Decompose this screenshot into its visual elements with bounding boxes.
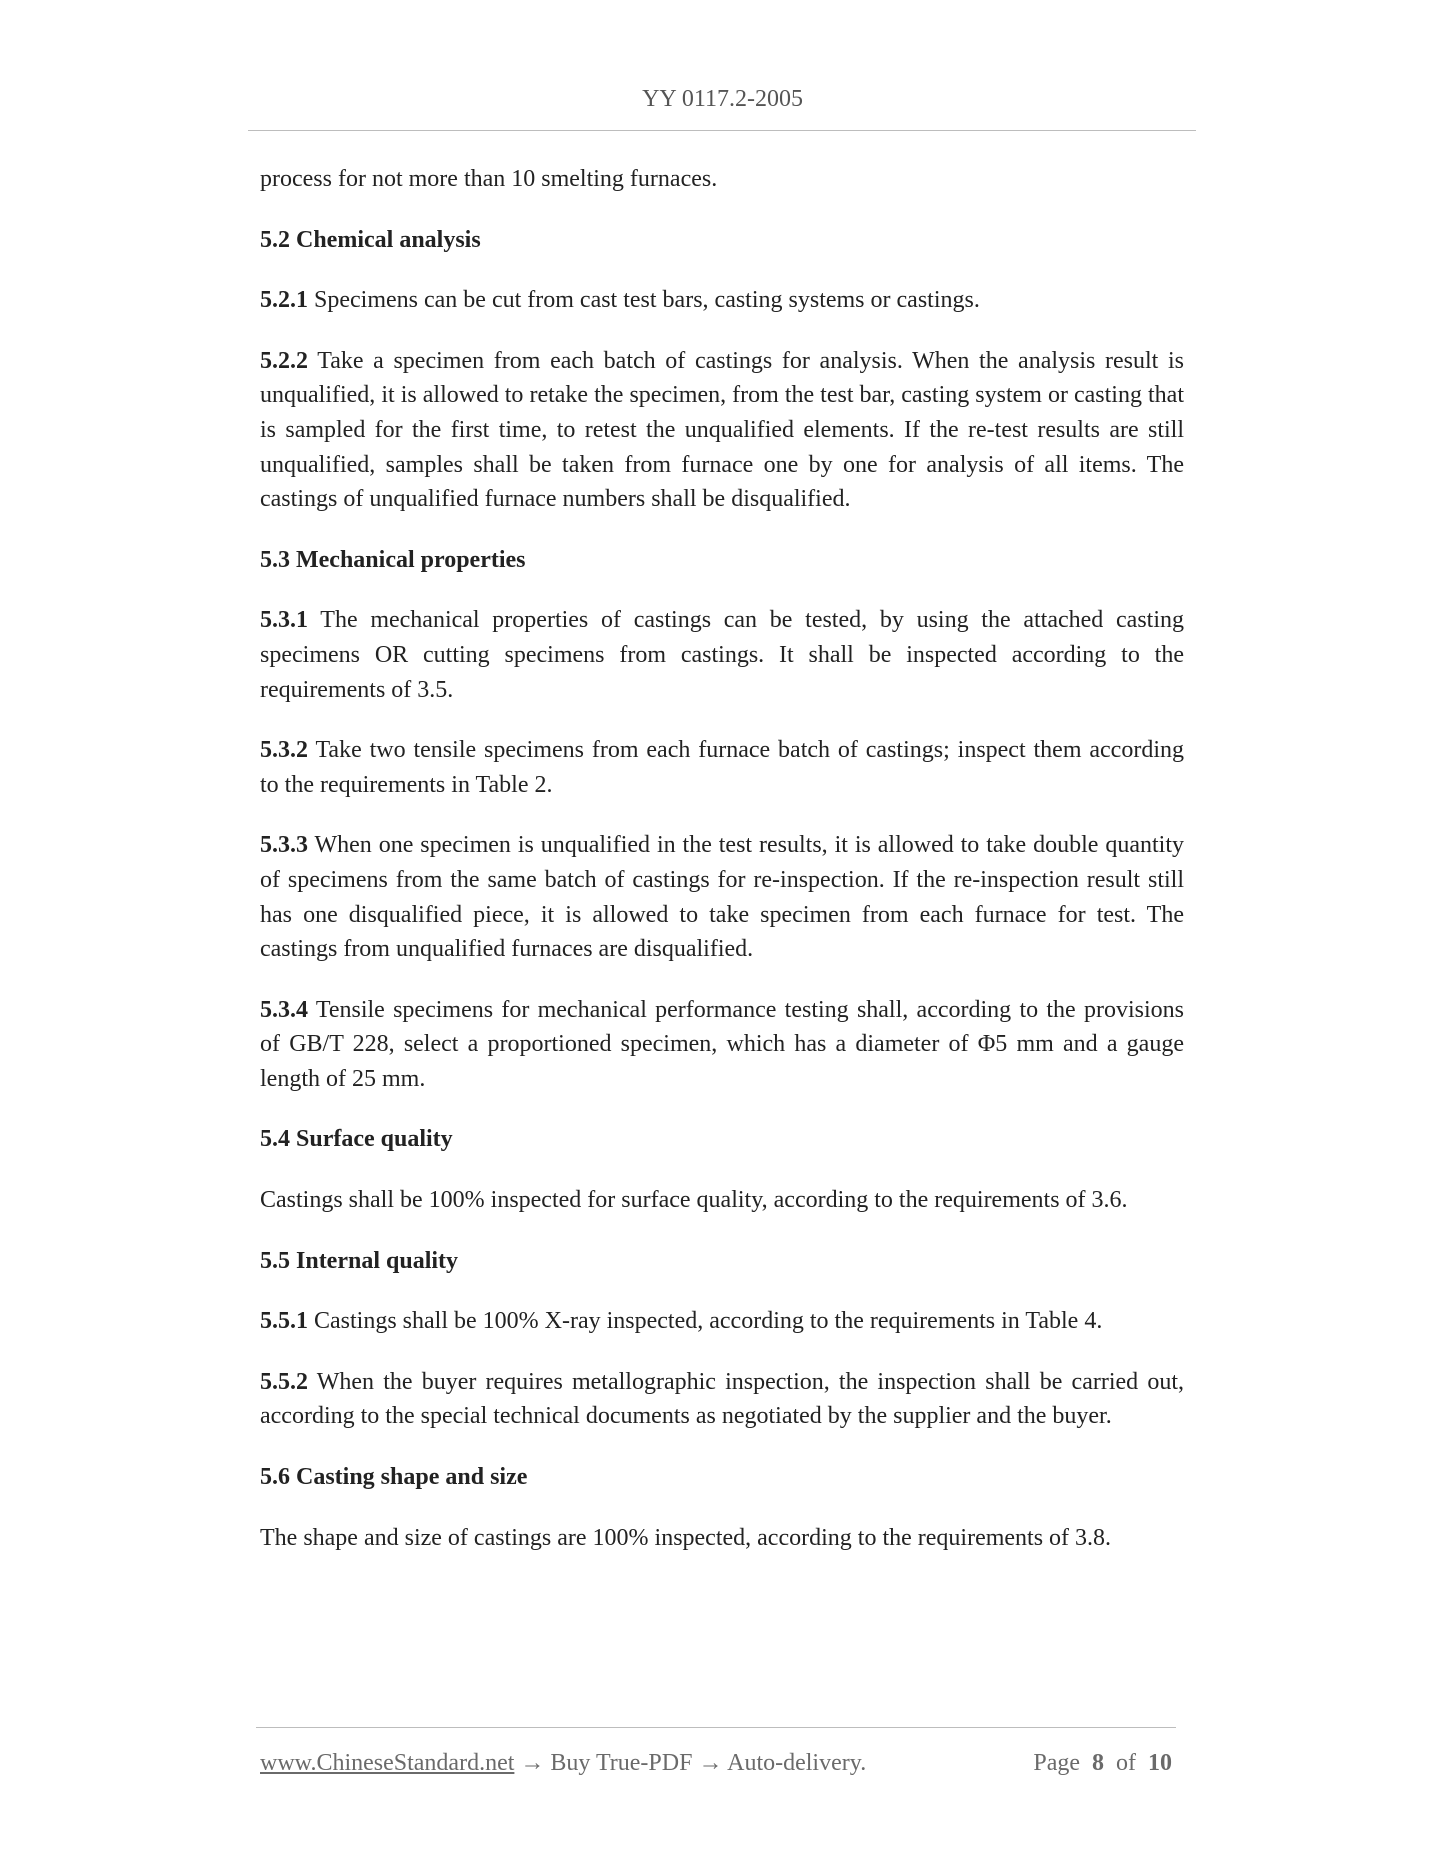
of-label: of [1116,1750,1136,1776]
clause-5-2-1 [260,283,1184,318]
clause-number: 5.2.2 [260,347,308,374]
page-number [1033,1747,1172,1779]
page-label: Page [1033,1750,1080,1776]
section-heading-5-5: 5.5 Internal quality [260,1247,459,1274]
chinesestandard-link[interactable]: www.ChineseStandard.net [260,1750,515,1776]
clause-5-2-2 [260,344,1184,517]
clause-5-3-1 [260,603,1184,707]
clause-text: When the buyer requires metallographic inspection, the inspection shall be carried out, according to the special technical documents as negotiated by the supplier and the buyer. [260,1368,1184,1430]
clause-5-5-1 [260,1304,1184,1339]
header-divider [248,130,1196,131]
paragraph-5-6: The shape and size of castings are 100% inspected, according to the requirements of 3.8. [260,1524,1112,1551]
clause-5-3-3 [260,828,1184,966]
page-total: 10 [1148,1750,1172,1776]
footer-divider [256,1727,1176,1728]
clause-5-5-2 [260,1365,1184,1434]
page-header-title: YY 0117.2-2005 [642,86,803,112]
clause-text: When one specimen is unqualified in the test results, it is allowed to take double quantity of specimens from the same batch of castings for re-inspection. If the re-inspection result still has one disqualified piece, it is allowed to take specimen from each furnace for test. The castings from unqualified furnaces are disqualified. [260,832,1184,963]
clause-5-3-4 [260,993,1184,1097]
clause-text: Take two tensile specimens from each furnace batch of castings; inspect them according to the requirements in Table 2. [260,737,1184,798]
clause-number: 5.3.3 [260,832,308,859]
clause-text: Take a specimen from each batch of castings for analysis. When the analysis result is unqualified, it is allowed to retake the specimen, from the test bar, casting system or casting that is sampled for the first time, to retest the unqualified elements. If the re-test results are still unqualified, samples shall be taken from furnace one by one for analysis of all items. The castings of unqualified furnace numbers shall be disqualified. [260,347,1184,513]
footer-promo [260,1747,866,1779]
clause-number: 5.3.1 [260,607,308,634]
clause-number: 5.2.1 [260,287,308,314]
clause-5-3-2 [260,733,1184,802]
paragraph: process for not more than 10 smelting furnaces. [260,166,718,192]
clause-number: 5.5.2 [260,1368,308,1395]
clause-number: 5.3.2 [260,737,308,764]
paragraph-5-4: Castings shall be 100% inspected for surface quality, according to the requirements of 3.6. [260,1187,1128,1214]
page-current: 8 [1092,1750,1104,1776]
clause-number: 5.5.1 [260,1308,308,1335]
clause-text: Castings shall be 100% X-ray inspected, according to the requirements in Table 4. [308,1308,1103,1335]
section-heading-5-2: 5.2 Chemical analysis [260,226,481,253]
document-body [260,162,1184,1581]
clause-text: Specimens can be cut from cast test bars, casting systems or castings. [308,287,980,314]
footer-tagline: → Buy True-PDF → Auto-delivery. [514,1750,867,1776]
section-heading-5-6: 5.6 Casting shape and size [260,1464,528,1491]
clause-text: Tensile specimens for mechanical performance testing shall, according to the provisions of GB/T 228, select a proportioned specimen, which has a diameter of Φ5 mm and a gauge length of 25 mm. [260,996,1184,1092]
clause-text: The mechanical properties of castings can be tested, by using the attached casting specimens OR cutting specimens from castings. It shall be inspected according to the requirements of 3.5. [260,607,1184,703]
section-heading-5-3: 5.3 Mechanical properties [260,546,526,573]
clause-number: 5.3.4 [260,996,308,1023]
section-heading-5-4: 5.4 Surface quality [260,1126,453,1153]
